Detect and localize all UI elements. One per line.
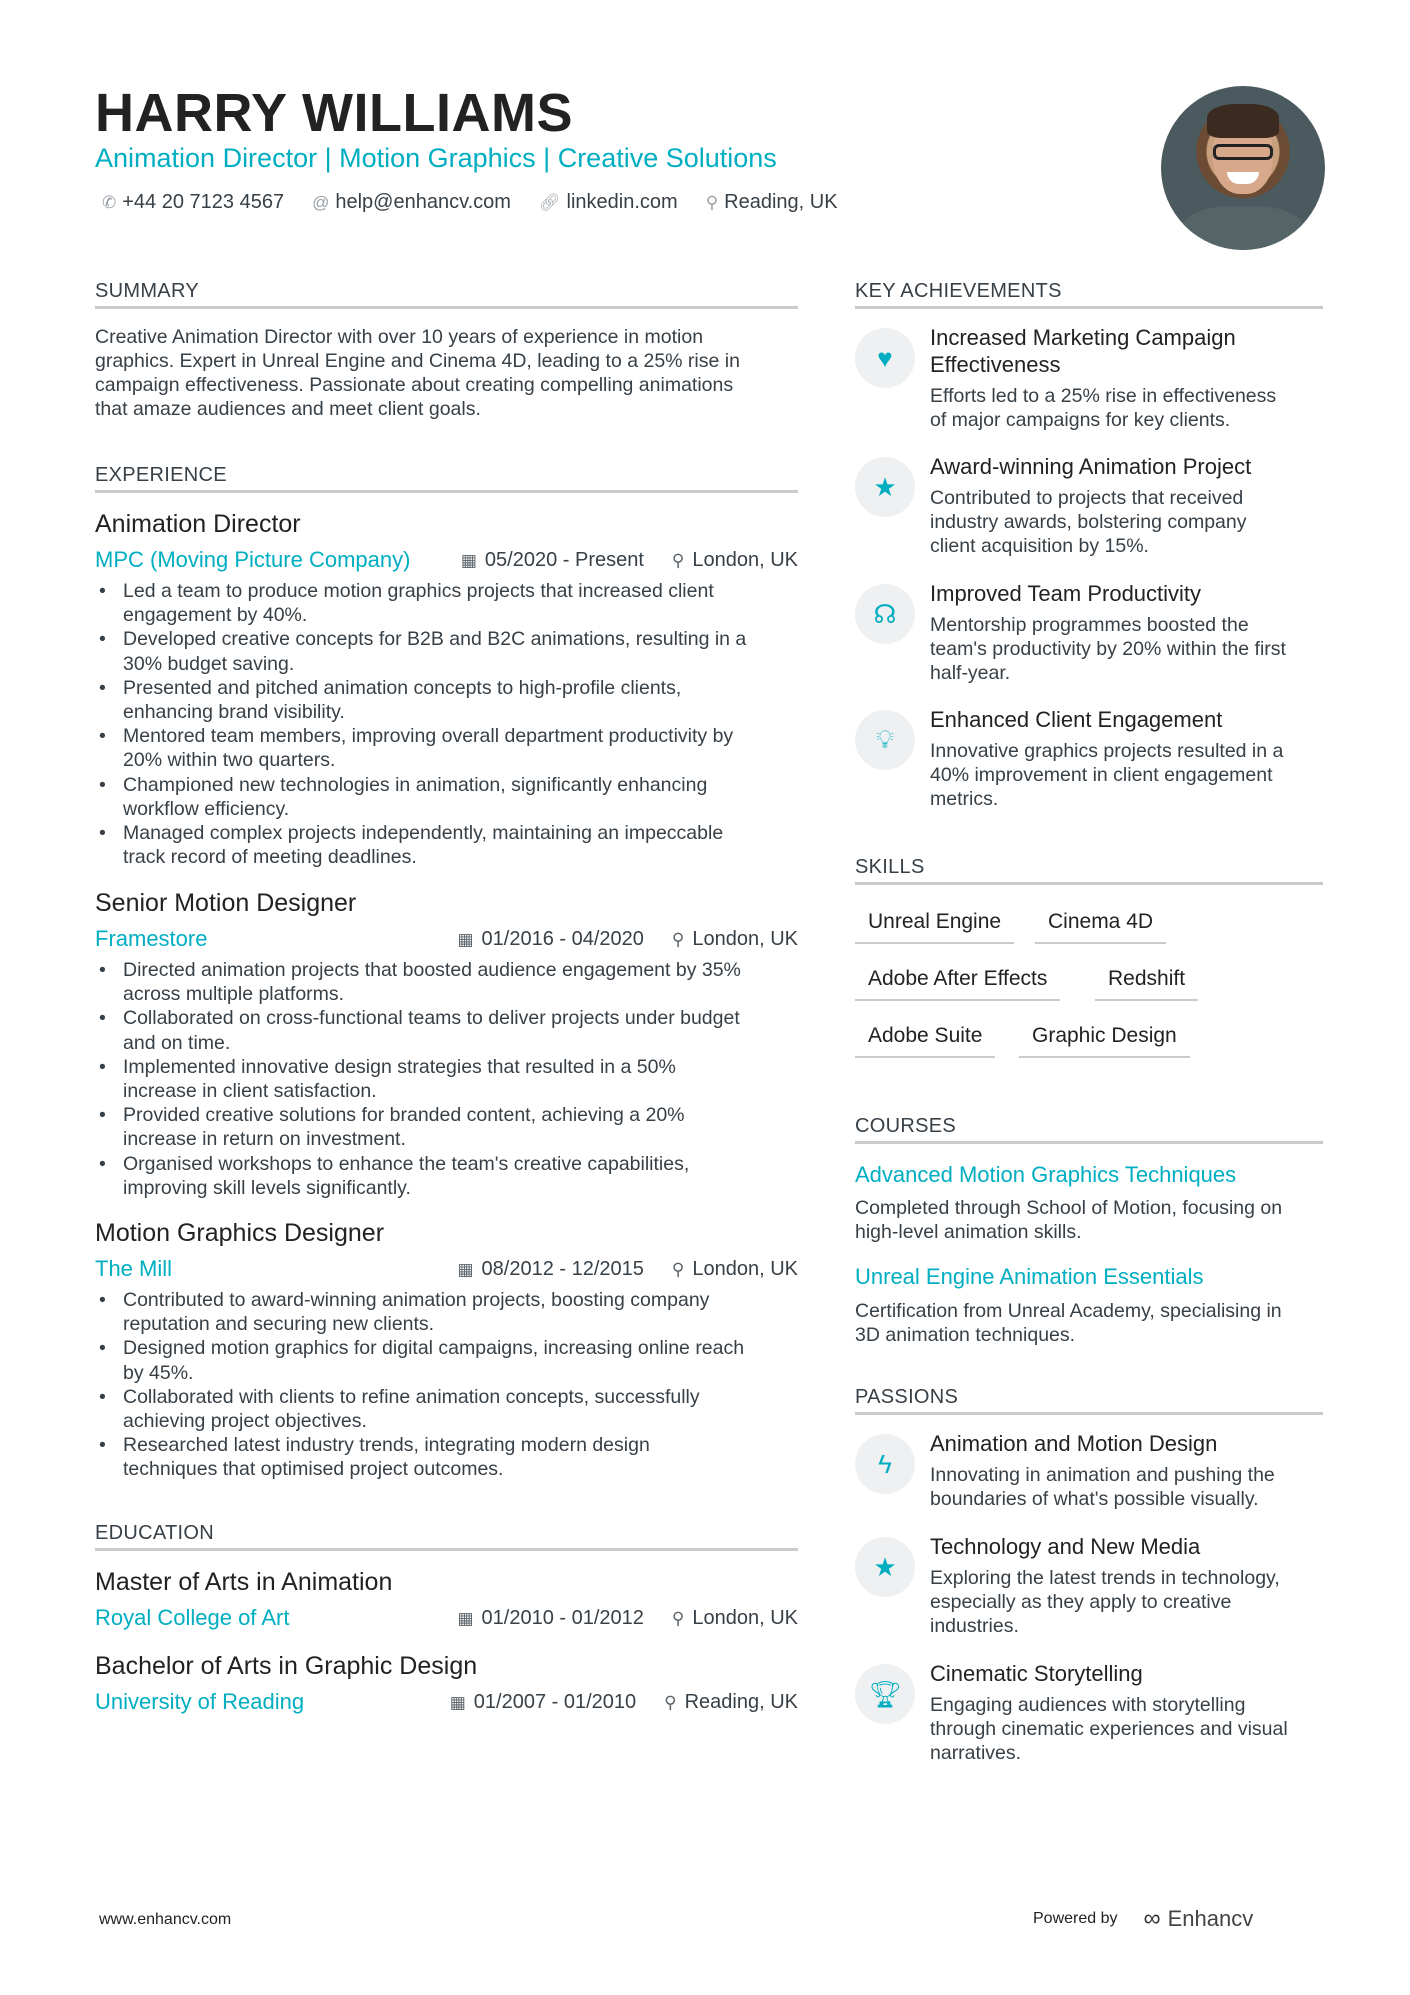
calendar-icon: ▦ — [449, 1692, 466, 1712]
location-pin-icon: ⚲ — [705, 192, 719, 212]
list-item: • Implemented innovative design strategies that resulted in a 50% increase in client satisfaction. — [95, 1055, 805, 1103]
education-meta: ▦ 01/2010 - 01/2012 ⚲ London, UK — [457, 1607, 798, 1629]
skill-tag: Unreal Engine — [855, 910, 1014, 944]
summary-heading: SUMMARY — [95, 280, 199, 302]
passion-item: ϟ Animation and Motion Design Innovating in animation and pushing the boundaries of what's possible visually. — [855, 1430, 1325, 1511]
list-item: • Collaborated with clients to refine animation concepts, successfully achieving project objectives. — [95, 1385, 805, 1433]
location-pin-icon: ⚲ — [664, 1692, 677, 1712]
star-icon: ★ — [855, 1537, 915, 1597]
contact-phone: ✆ +44 20 7123 4567 — [102, 191, 285, 213]
course-title[interactable]: Advanced Motion Graphics Techniques — [855, 1162, 1237, 1187]
skills-heading: SKILLS — [855, 856, 925, 878]
experience-divider — [95, 490, 798, 493]
location-pin-icon: ⚲ — [671, 1259, 685, 1279]
contact-linkedin[interactable]: 🔗︎ linkedin.com — [538, 191, 678, 213]
contact-email[interactable]: @ help@enhancv.com — [312, 191, 511, 213]
skill-tag: Adobe After Effects — [855, 967, 1060, 1001]
courses-heading: COURSES — [855, 1115, 957, 1137]
degree-title: Master of Arts in Animation — [95, 1568, 393, 1596]
calendar-icon: ▦ — [457, 929, 474, 949]
skill-tag: Adobe Suite — [855, 1024, 995, 1058]
skill-tag: Redshift — [1095, 967, 1198, 1001]
skill-tag: Cinema 4D — [1035, 910, 1166, 944]
skills-divider — [855, 882, 1323, 885]
job-title: Senior Motion Designer — [95, 889, 357, 917]
school-name[interactable]: Royal College of Art — [95, 1605, 290, 1630]
at-icon: @ — [312, 192, 330, 212]
link-icon: 🔗︎ — [538, 192, 561, 212]
job-title: Animation Director — [95, 510, 301, 538]
footer-website[interactable]: www.enhancv.com — [99, 1911, 232, 1928]
trophy-icon: 🏆︎ — [855, 1664, 915, 1724]
location-pin-icon: ⚲ — [671, 1608, 685, 1628]
list-item: • Championed new technologies in animation, significantly enhancing workflow efficiency. — [95, 773, 805, 821]
list-item: • Researched latest industry trends, integrating modern design techniques that optimised project outcomes. — [95, 1433, 805, 1481]
achievement-item: 💡︎ Enhanced Client Engagement Innovative graphics projects resulted in a 40% improvement in client engagement metrics. — [855, 706, 1325, 812]
list-item: • Developed creative concepts for B2B and B2C animations, resulting in a 30% budget saving. — [95, 627, 805, 675]
star-icon: ★ — [855, 457, 915, 517]
list-item: • Mentored team members, improving overall department productivity by 20% within two quarters. — [95, 724, 805, 772]
list-item: • Presented and pitched animation concepts to high-profile clients, enhancing brand visibility. — [95, 676, 805, 724]
list-item: • Managed complex projects independently, maintaining an impeccable track record of meeting deadlines. — [95, 821, 805, 869]
contact-row — [102, 191, 838, 214]
passion-item: ★ Technology and New Media Exploring the latest trends in technology, especially as they apply to creative industries. — [855, 1533, 1325, 1639]
list-item: • Provided creative solutions for branded content, achieving a 20% increase in return on investment. — [95, 1103, 805, 1151]
powered-by-label: Powered by — [1033, 1910, 1118, 1927]
lightbulb-icon: 💡︎ — [855, 710, 915, 770]
brain-icon: ☊ — [855, 584, 915, 644]
lightning-icon: ϟ — [855, 1434, 915, 1494]
candidate-tagline: Animation Director | Motion Graphics | Creative Solutions — [95, 143, 777, 173]
profile-photo — [1161, 86, 1325, 250]
job-bullets — [95, 958, 805, 1200]
course-description: Completed through School of Motion, focusing on high-level animation skills. — [855, 1197, 1283, 1244]
list-item: • Collaborated on cross-functional teams to deliver projects under budget and on time. — [95, 1006, 805, 1054]
list-item: • Organised workshops to enhance the team's creative capabilities, improving skill levels significantly. — [95, 1152, 805, 1200]
enhancv-logo-icon: ∞ — [1143, 1905, 1158, 1932]
experience-heading: EXPERIENCE — [95, 464, 227, 486]
education-meta: ▦ 01/2007 - 01/2010 ⚲ Reading, UK — [449, 1691, 798, 1713]
contact-location: ⚲ Reading, UK — [705, 191, 838, 213]
achievement-item: ☊ Improved Team Productivity Mentorship programmes boosted the team's productivity by 20% within the first half-year. — [855, 580, 1325, 686]
phone-icon: ✆ — [102, 192, 117, 212]
job-bullets — [95, 579, 805, 869]
company-name[interactable]: Framestore — [95, 926, 208, 951]
education-divider — [95, 1548, 798, 1551]
list-item: • Designed motion graphics for digital campaigns, increasing online reach by 45%. — [95, 1336, 805, 1384]
list-item: • Directed animation projects that boosted audience engagement by 35% across multiple platforms. — [95, 958, 805, 1006]
list-item: • Led a team to produce motion graphics projects that increased client engagement by 40%. — [95, 579, 805, 627]
job-meta: ▦ 08/2012 - 12/2015 ⚲ London, UK — [457, 1258, 798, 1280]
candidate-name: HARRY WILLIAMS — [95, 83, 573, 143]
summary-divider — [95, 306, 798, 309]
calendar-icon: ▦ — [457, 1259, 474, 1279]
achievements-divider — [855, 306, 1323, 309]
passions-heading: PASSIONS — [855, 1386, 959, 1408]
footer-branding — [1033, 1905, 1253, 1933]
company-name[interactable]: The Mill — [95, 1256, 173, 1281]
passions-divider — [855, 1412, 1323, 1415]
location-pin-icon: ⚲ — [671, 929, 685, 949]
courses-divider — [855, 1141, 1323, 1144]
achievement-item: ★ Award-winning Animation Project Contributed to projects that received industry awards, bolstering company client acquisition by 15%. — [855, 453, 1325, 559]
company-name[interactable]: MPC (Moving Picture Company) — [95, 547, 411, 572]
degree-title: Bachelor of Arts in Graphic Design — [95, 1652, 478, 1680]
location-pin-icon: ⚲ — [671, 550, 685, 570]
list-item: • Contributed to award-winning animation projects, boosting company reputation and securing new clients. — [95, 1288, 805, 1336]
achievements-heading: KEY ACHIEVEMENTS — [855, 280, 1062, 302]
summary-text: Creative Animation Director with over 10 years of experience in motion graphics. Expert in Unreal Engine and Cinema 4D, leading to a 25% rise in campaign effectiveness. Passionate about creating compelling animations that amaze audiences and meet client goals. — [95, 326, 740, 420]
skill-tag: Graphic Design — [1019, 1024, 1190, 1058]
job-meta: ▦ 05/2020 - Present ⚲ London, UK — [460, 549, 798, 571]
course-description: Certification from Unreal Academy, specialising in 3D animation techniques. — [855, 1300, 1282, 1347]
job-meta: ▦ 01/2016 - 04/2020 ⚲ London, UK — [457, 928, 798, 950]
calendar-icon: ▦ — [457, 1608, 474, 1628]
achievement-item: ♥ Increased Marketing Campaign Effectiveness Efforts led to a 25% rise in effectiveness of major campaigns for key clients. — [855, 324, 1325, 432]
education-heading: EDUCATION — [95, 1522, 214, 1544]
enhancv-logo[interactable]: ∞ Enhancv — [1143, 1905, 1254, 1932]
job-bullets — [95, 1288, 805, 1482]
passion-item: 🏆︎ Cinematic Storytelling Engaging audiences with storytelling through cinematic experiences and visual narratives. — [855, 1660, 1325, 1766]
heart-icon: ♥ — [855, 328, 915, 388]
course-title[interactable]: Unreal Engine Animation Essentials — [855, 1264, 1204, 1289]
calendar-icon: ▦ — [460, 550, 477, 570]
school-name[interactable]: University of Reading — [95, 1689, 305, 1714]
job-title: Motion Graphics Designer — [95, 1219, 385, 1247]
